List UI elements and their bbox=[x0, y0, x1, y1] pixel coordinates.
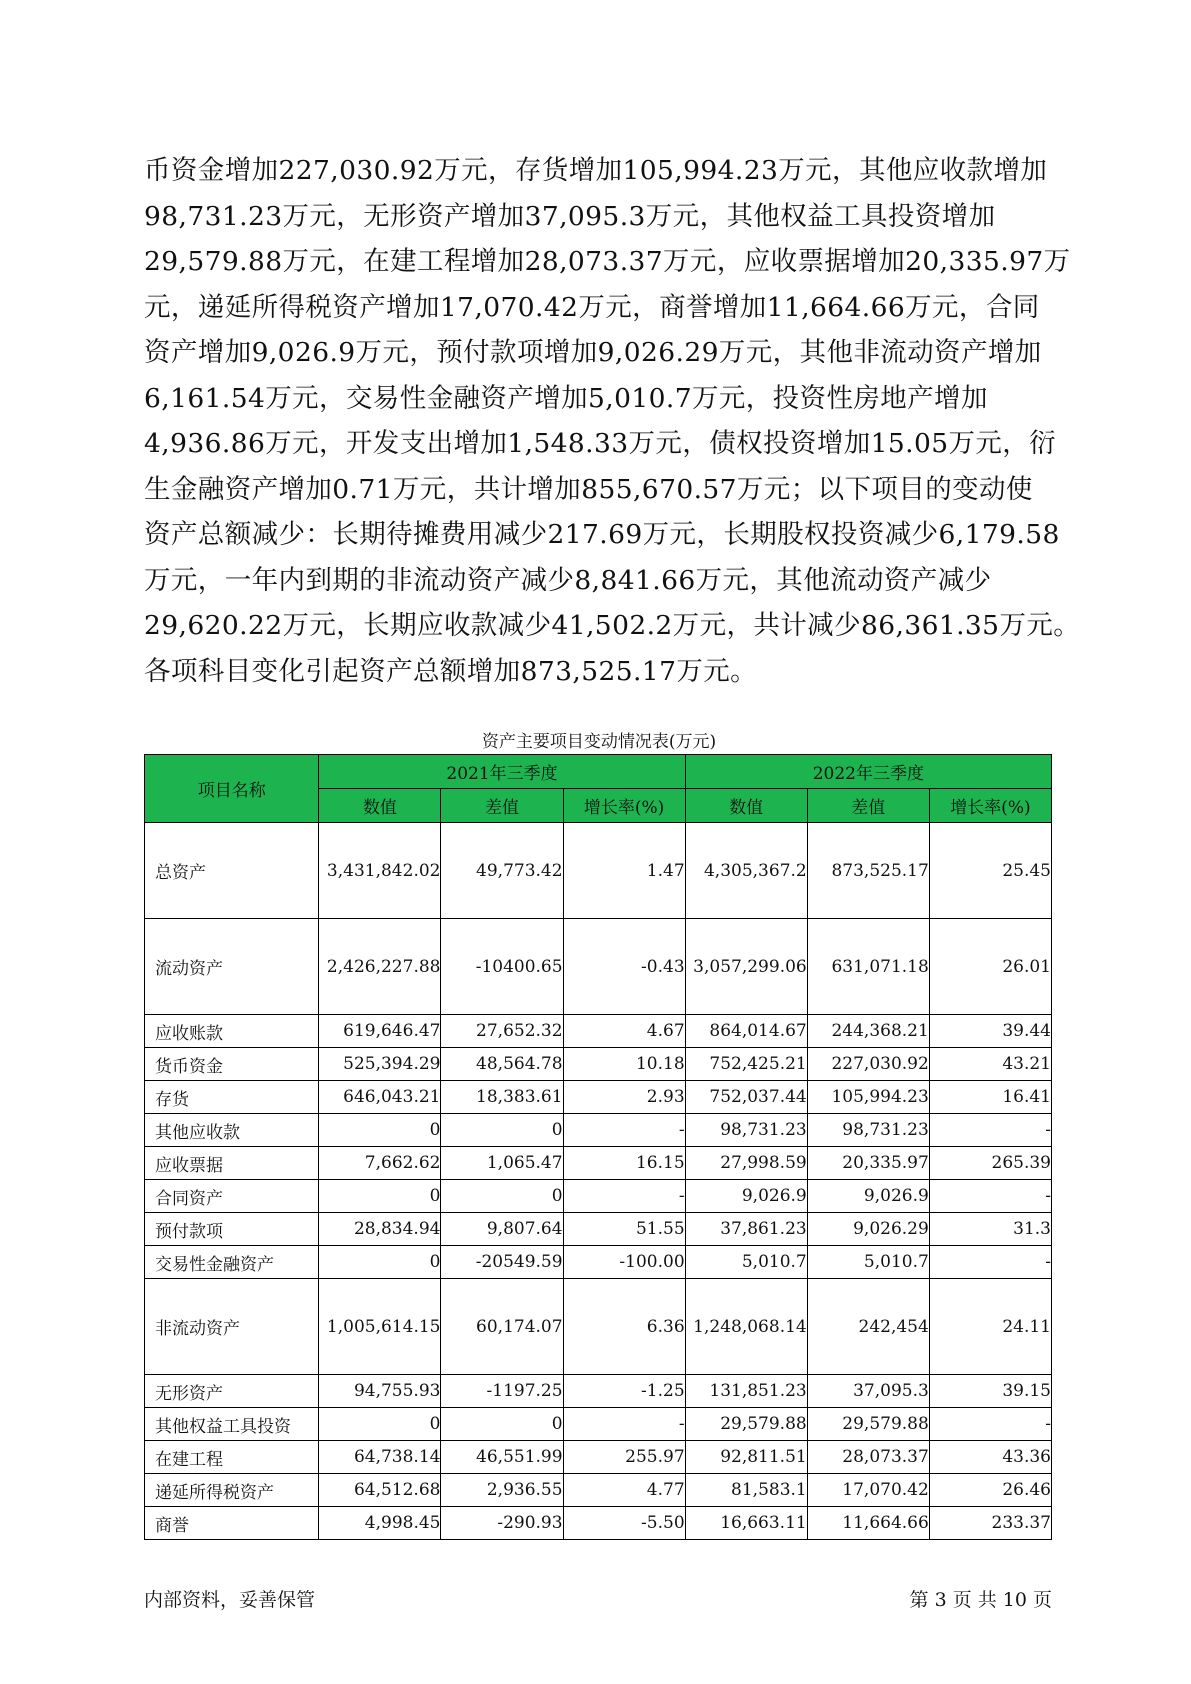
cell-text: 29,579.88 bbox=[842, 1414, 929, 1434]
cell-text: 39.15 bbox=[1002, 1381, 1051, 1401]
table-row bbox=[145, 1081, 1052, 1114]
cell-text: 46,551.99 bbox=[476, 1447, 563, 1467]
table-row bbox=[145, 1375, 1052, 1408]
cell-value-2022 bbox=[685, 1507, 807, 1540]
cell-text: 5,010.7 bbox=[741, 1252, 807, 1272]
cell-text: -1197.25 bbox=[486, 1381, 563, 1401]
paragraph-line: 币资金增加227,030.92万元，存货增加105,994.23万元，其他应收款增加 bbox=[144, 155, 1048, 186]
cell-text: 9,026.9 bbox=[741, 1186, 807, 1206]
paragraph-line: 4,936.86万元，开发支出增加1,548.33万元，债权投资增加15.05万元，衍 bbox=[144, 428, 1057, 459]
header-period-2021: 2021年三季度 bbox=[319, 755, 685, 789]
cell-value-2021 bbox=[319, 1408, 441, 1441]
table-row bbox=[145, 823, 1052, 919]
cell-text: 0 bbox=[429, 1120, 441, 1140]
table-row bbox=[145, 919, 1052, 1015]
cell-text: 5,010.7 bbox=[863, 1252, 929, 1272]
cell-text: 递延所得税资产 bbox=[155, 1482, 274, 1503]
cell-text: 2.93 bbox=[646, 1087, 685, 1107]
cell-diff-2022 bbox=[807, 1213, 929, 1246]
cell-text: 92,811.51 bbox=[720, 1447, 807, 1467]
cell-text: 646,043.21 bbox=[343, 1087, 441, 1107]
cell-rate-2021 bbox=[563, 1180, 685, 1213]
cell-text: 20,335.97 bbox=[842, 1153, 929, 1173]
footer-confidential: 内部资料，妥善保管 bbox=[144, 1589, 316, 1611]
table-row bbox=[145, 1213, 1052, 1246]
cell-text: - bbox=[1045, 1414, 1051, 1434]
cell-diff-2022 bbox=[807, 1081, 929, 1114]
cell-diff-2021 bbox=[441, 1408, 563, 1441]
cell-value-2021 bbox=[319, 1279, 441, 1375]
cell-diff-2022 bbox=[807, 823, 929, 919]
cell-text: 25.45 bbox=[1002, 860, 1051, 881]
table-row bbox=[145, 1474, 1052, 1507]
cell-text: 9,807.64 bbox=[486, 1219, 563, 1239]
cell-diff-2022 bbox=[807, 1279, 929, 1375]
cell-text: 17,070.42 bbox=[842, 1480, 929, 1500]
header-value-2022: 数值 bbox=[685, 789, 807, 823]
cell-text: 4.67 bbox=[646, 1021, 685, 1041]
cell-text: 98,731.23 bbox=[720, 1120, 807, 1140]
paragraph-line: 29,579.88万元，在建工程增加28,073.37万元，应收票据增加20,335.97万 bbox=[144, 246, 1071, 277]
cell-diff-2021 bbox=[441, 1015, 563, 1048]
cell-text: 60,174.07 bbox=[476, 1316, 563, 1337]
cell-diff-2021 bbox=[441, 1375, 563, 1408]
cell-row-name bbox=[145, 1048, 319, 1081]
cell-row-name bbox=[145, 1213, 319, 1246]
cell-value-2022 bbox=[685, 1474, 807, 1507]
header-rate-2022: 增长率(%) bbox=[929, 789, 1051, 823]
paragraph-line: 资产总额减少：长期待摊费用减少217.69万元，长期股权投资减少6,179.58 bbox=[144, 519, 1060, 550]
cell-diff-2021 bbox=[441, 1180, 563, 1213]
cell-text: 0 bbox=[429, 1252, 441, 1272]
cell-text: 存货 bbox=[155, 1089, 189, 1110]
cell-rate-2021 bbox=[563, 1375, 685, 1408]
cell-value-2022 bbox=[685, 1441, 807, 1474]
cell-row-name bbox=[145, 1408, 319, 1441]
cell-value-2021 bbox=[319, 1081, 441, 1114]
cell-text: 预付款项 bbox=[155, 1221, 223, 1242]
cell-value-2022 bbox=[685, 1015, 807, 1048]
cell-text: 7,662.62 bbox=[364, 1153, 441, 1173]
header-diff-2021: 差值 bbox=[441, 789, 563, 823]
cell-text: 6.36 bbox=[646, 1316, 685, 1337]
cell-rate-2021 bbox=[563, 1213, 685, 1246]
cell-value-2022 bbox=[685, 1180, 807, 1213]
cell-diff-2021 bbox=[441, 1441, 563, 1474]
cell-text: 4.77 bbox=[646, 1480, 685, 1500]
cell-rate-2022 bbox=[929, 1375, 1051, 1408]
cell-diff-2021 bbox=[441, 823, 563, 919]
cell-text: 2,426,227.88 bbox=[326, 956, 441, 977]
cell-text: -1.25 bbox=[641, 1381, 685, 1401]
table-row bbox=[145, 1147, 1052, 1180]
cell-rate-2022 bbox=[929, 1015, 1051, 1048]
cell-value-2022 bbox=[685, 1081, 807, 1114]
paragraph-line: 资产增加9,026.9万元，预付款项增加9,026.29万元，其他非流动资产增加 bbox=[144, 337, 1042, 368]
header-item-name: 项目名称 bbox=[145, 755, 319, 823]
cell-diff-2021 bbox=[441, 1507, 563, 1540]
cell-text: 26.46 bbox=[1002, 1480, 1051, 1500]
cell-rate-2021 bbox=[563, 1246, 685, 1279]
cell-diff-2022 bbox=[807, 1147, 929, 1180]
cell-rate-2021 bbox=[563, 1507, 685, 1540]
cell-text: 233.37 bbox=[991, 1513, 1051, 1533]
cell-diff-2021 bbox=[441, 1114, 563, 1147]
cell-text: 37,861.23 bbox=[720, 1219, 807, 1239]
cell-value-2022 bbox=[685, 1048, 807, 1081]
cell-text: 81,583.1 bbox=[731, 1480, 807, 1500]
cell-value-2021 bbox=[319, 1180, 441, 1213]
footer-page-number: 第 3 页 共 10 页 bbox=[909, 1589, 1052, 1611]
cell-text: 3,431,842.02 bbox=[326, 860, 441, 881]
cell-text: 31.3 bbox=[1013, 1219, 1051, 1239]
cell-row-name bbox=[145, 1375, 319, 1408]
table-row bbox=[145, 1246, 1052, 1279]
cell-text: 4,998.45 bbox=[364, 1513, 441, 1533]
cell-diff-2022 bbox=[807, 1015, 929, 1048]
cell-value-2022 bbox=[685, 823, 807, 919]
cell-text: 752,425.21 bbox=[709, 1054, 807, 1074]
cell-text: 应收票据 bbox=[155, 1155, 223, 1176]
table-row bbox=[145, 1015, 1052, 1048]
body-paragraph bbox=[144, 148, 1081, 694]
cell-rate-2021 bbox=[563, 919, 685, 1015]
cell-text: 43.21 bbox=[1002, 1054, 1051, 1074]
cell-diff-2022 bbox=[807, 1114, 929, 1147]
cell-text: 98,731.23 bbox=[842, 1120, 929, 1140]
cell-row-name bbox=[145, 1147, 319, 1180]
header-diff-2022: 差值 bbox=[807, 789, 929, 823]
cell-text: - bbox=[678, 1186, 685, 1206]
cell-diff-2022 bbox=[807, 1474, 929, 1507]
cell-rate-2021 bbox=[563, 1441, 685, 1474]
cell-text: 0 bbox=[429, 1186, 441, 1206]
paragraph-line: 各项科目变化引起资产总额增加873,525.17万元。 bbox=[144, 655, 758, 687]
cell-text: 0 bbox=[551, 1186, 563, 1206]
cell-text: -20549.59 bbox=[475, 1252, 563, 1272]
cell-rate-2022 bbox=[929, 1507, 1051, 1540]
cell-text: 752,037.44 bbox=[709, 1087, 807, 1107]
cell-text: 873,525.17 bbox=[831, 860, 929, 881]
cell-text: 11,664.66 bbox=[842, 1513, 929, 1533]
cell-text: 非流动资产 bbox=[155, 1319, 240, 1339]
table-row bbox=[145, 1279, 1052, 1375]
cell-value-2022 bbox=[685, 1114, 807, 1147]
cell-rate-2021 bbox=[563, 1408, 685, 1441]
cell-rate-2021 bbox=[563, 1015, 685, 1048]
cell-rate-2022 bbox=[929, 1147, 1051, 1180]
table-row bbox=[145, 1180, 1052, 1213]
cell-row-name bbox=[145, 1507, 319, 1540]
cell-text: 1.47 bbox=[646, 860, 685, 881]
cell-row-name bbox=[145, 1015, 319, 1048]
cell-rate-2022 bbox=[929, 919, 1051, 1015]
paragraph-line: 29,620.22万元，长期应收款减少41,502.2万元，共计减少86,361.35万元。 bbox=[144, 610, 1081, 641]
cell-text: 864,014.67 bbox=[709, 1021, 807, 1041]
cell-rate-2021 bbox=[563, 1147, 685, 1180]
cell-diff-2022 bbox=[807, 1048, 929, 1081]
cell-text: 流动资产 bbox=[155, 959, 223, 979]
cell-rate-2021 bbox=[563, 1048, 685, 1081]
cell-text: 2,936.55 bbox=[486, 1480, 563, 1500]
cell-text: - bbox=[678, 1414, 685, 1434]
cell-diff-2022 bbox=[807, 919, 929, 1015]
cell-text: 其他权益工具投资 bbox=[155, 1416, 291, 1437]
cell-row-name bbox=[145, 1246, 319, 1279]
cell-text: 16,663.11 bbox=[720, 1513, 807, 1533]
cell-diff-2022 bbox=[807, 1507, 929, 1540]
cell-rate-2021 bbox=[563, 823, 685, 919]
cell-text: - bbox=[1045, 1186, 1051, 1206]
table-row bbox=[145, 1114, 1052, 1147]
cell-text: 3,057,299.06 bbox=[693, 956, 807, 977]
cell-value-2021 bbox=[319, 919, 441, 1015]
cell-text: 24.11 bbox=[1002, 1316, 1051, 1337]
cell-text: -290.93 bbox=[497, 1513, 563, 1533]
cell-diff-2021 bbox=[441, 1246, 563, 1279]
cell-diff-2022 bbox=[807, 1180, 929, 1213]
cell-text: 交易性金融资产 bbox=[155, 1254, 274, 1275]
cell-value-2021 bbox=[319, 1114, 441, 1147]
cell-value-2021 bbox=[319, 1213, 441, 1246]
cell-text: 9,026.29 bbox=[853, 1219, 929, 1239]
cell-text: - bbox=[678, 1120, 685, 1140]
cell-text: 43.36 bbox=[1002, 1447, 1051, 1467]
cell-text: 0 bbox=[551, 1120, 563, 1140]
cell-text: 29,579.88 bbox=[720, 1414, 807, 1434]
cell-text: 244,368.21 bbox=[831, 1021, 929, 1041]
cell-row-name bbox=[145, 1114, 319, 1147]
paragraph-line: 万元，一年内到期的非流动资产减少8,841.66万元，其他流动资产减少 bbox=[144, 564, 992, 596]
cell-rate-2021 bbox=[563, 1279, 685, 1375]
cell-text: 无形资产 bbox=[155, 1383, 223, 1404]
cell-text: 18,383.61 bbox=[476, 1087, 563, 1107]
paragraph-line: 生金融资产增加0.71万元，共计增加855,670.57万元；以下项目的变动使 bbox=[144, 473, 1033, 505]
cell-text: 16.41 bbox=[1002, 1087, 1051, 1107]
cell-text: 应收账款 bbox=[155, 1023, 223, 1044]
cell-text: 64,512.68 bbox=[353, 1480, 441, 1500]
cell-row-name bbox=[145, 1441, 319, 1474]
cell-row-name bbox=[145, 1081, 319, 1114]
cell-text: 619,646.47 bbox=[343, 1021, 441, 1041]
cell-diff-2022 bbox=[807, 1375, 929, 1408]
cell-text: 总资产 bbox=[155, 863, 206, 883]
cell-text: 16.15 bbox=[635, 1153, 685, 1173]
cell-text: 9,026.9 bbox=[863, 1186, 929, 1206]
table-row bbox=[145, 1048, 1052, 1081]
cell-text: 其他应收款 bbox=[155, 1122, 240, 1143]
header-value-2021: 数值 bbox=[319, 789, 441, 823]
cell-rate-2022 bbox=[929, 823, 1051, 919]
cell-value-2022 bbox=[685, 919, 807, 1015]
cell-rate-2022 bbox=[929, 1048, 1051, 1081]
cell-rate-2022 bbox=[929, 1408, 1051, 1441]
table-row bbox=[145, 1408, 1052, 1441]
cell-row-name bbox=[145, 1180, 319, 1213]
cell-text: -10400.65 bbox=[475, 956, 563, 977]
cell-row-name bbox=[145, 823, 319, 919]
cell-rate-2022 bbox=[929, 1114, 1051, 1147]
cell-value-2022 bbox=[685, 1246, 807, 1279]
cell-diff-2021 bbox=[441, 1279, 563, 1375]
cell-value-2022 bbox=[685, 1375, 807, 1408]
paragraph-line: 98,731.23万元，无形资产增加37,095.3万元，其他权益工具投资增加 bbox=[144, 200, 996, 232]
cell-text: 227,030.92 bbox=[831, 1054, 929, 1074]
table-caption: 资产主要项目变动情况表(万元) bbox=[481, 732, 717, 752]
cell-value-2021 bbox=[319, 1441, 441, 1474]
asset-change-table bbox=[144, 754, 1052, 1540]
cell-text: 1,065.47 bbox=[486, 1153, 563, 1173]
cell-rate-2022 bbox=[929, 1441, 1051, 1474]
cell-value-2021 bbox=[319, 1507, 441, 1540]
cell-text: 631,071.18 bbox=[831, 956, 929, 977]
table-row bbox=[145, 1441, 1052, 1474]
cell-text: -5.50 bbox=[641, 1513, 685, 1533]
cell-text: 265.39 bbox=[991, 1153, 1051, 1173]
cell-text: 51.55 bbox=[635, 1219, 685, 1239]
table-row bbox=[145, 1507, 1052, 1540]
cell-diff-2022 bbox=[807, 1246, 929, 1279]
cell-text: 商誉 bbox=[155, 1515, 189, 1536]
cell-row-name bbox=[145, 1279, 319, 1375]
cell-text: 0 bbox=[429, 1414, 441, 1434]
cell-text: 28,073.37 bbox=[842, 1447, 929, 1467]
cell-diff-2022 bbox=[807, 1408, 929, 1441]
cell-text: 64,738.14 bbox=[353, 1447, 441, 1467]
cell-value-2021 bbox=[319, 1048, 441, 1081]
cell-rate-2022 bbox=[929, 1279, 1051, 1375]
cell-diff-2021 bbox=[441, 919, 563, 1015]
paragraph-line: 元，递延所得税资产增加17,070.42万元，商誉增加11,664.66万元，合同 bbox=[144, 291, 1040, 323]
cell-text: 37,095.3 bbox=[853, 1381, 929, 1401]
cell-text: 94,755.93 bbox=[353, 1381, 441, 1401]
cell-text: 27,998.59 bbox=[720, 1153, 807, 1173]
cell-diff-2021 bbox=[441, 1081, 563, 1114]
cell-diff-2021 bbox=[441, 1213, 563, 1246]
cell-text: 10.18 bbox=[635, 1054, 685, 1074]
cell-text: 0 bbox=[551, 1414, 563, 1434]
cell-diff-2021 bbox=[441, 1147, 563, 1180]
cell-value-2022 bbox=[685, 1147, 807, 1180]
cell-rate-2021 bbox=[563, 1081, 685, 1114]
cell-row-name bbox=[145, 919, 319, 1015]
cell-rate-2022 bbox=[929, 1213, 1051, 1246]
cell-value-2022 bbox=[685, 1408, 807, 1441]
cell-text: 105,994.23 bbox=[831, 1087, 929, 1107]
cell-value-2022 bbox=[685, 1213, 807, 1246]
cell-text: 27,652.32 bbox=[476, 1021, 563, 1041]
cell-diff-2021 bbox=[441, 1048, 563, 1081]
cell-text: 525,394.29 bbox=[343, 1054, 441, 1074]
cell-text: 货币资金 bbox=[155, 1056, 223, 1077]
cell-diff-2022 bbox=[807, 1441, 929, 1474]
paragraph-line: 6,161.54万元，交易性金融资产增加5,010.7万元，投资性房地产增加 bbox=[144, 382, 988, 414]
header-rate-2021: 增长率(%) bbox=[563, 789, 685, 823]
cell-rate-2021 bbox=[563, 1474, 685, 1507]
cell-text: - bbox=[1045, 1252, 1051, 1272]
cell-value-2021 bbox=[319, 1375, 441, 1408]
cell-diff-2021 bbox=[441, 1474, 563, 1507]
cell-text: 26.01 bbox=[1002, 956, 1051, 977]
cell-text: - bbox=[1045, 1120, 1051, 1140]
cell-text: 合同资产 bbox=[155, 1188, 223, 1209]
cell-text: 28,834.94 bbox=[353, 1219, 441, 1239]
cell-text: 1,248,068.14 bbox=[693, 1316, 807, 1337]
cell-text: -0.43 bbox=[641, 956, 685, 977]
cell-text: 4,305,367.2 bbox=[703, 860, 807, 881]
cell-text: 48,564.78 bbox=[476, 1054, 563, 1074]
cell-value-2021 bbox=[319, 1015, 441, 1048]
cell-text: 131,851.23 bbox=[709, 1381, 807, 1401]
cell-text: 255.97 bbox=[625, 1447, 685, 1467]
cell-rate-2022 bbox=[929, 1081, 1051, 1114]
cell-value-2021 bbox=[319, 1246, 441, 1279]
cell-rate-2022 bbox=[929, 1246, 1051, 1279]
cell-text: 在建工程 bbox=[155, 1449, 223, 1470]
cell-text: 242,454 bbox=[858, 1316, 929, 1337]
cell-row-name bbox=[145, 1474, 319, 1507]
cell-rate-2022 bbox=[929, 1180, 1051, 1213]
cell-text: 49,773.42 bbox=[476, 860, 563, 881]
header-period-2022: 2022年三季度 bbox=[685, 755, 1051, 789]
cell-value-2021 bbox=[319, 823, 441, 919]
cell-text: 39.44 bbox=[1002, 1021, 1051, 1041]
cell-rate-2022 bbox=[929, 1474, 1051, 1507]
cell-text: 1,005,614.15 bbox=[326, 1316, 441, 1337]
cell-value-2021 bbox=[319, 1474, 441, 1507]
cell-value-2022 bbox=[685, 1279, 807, 1375]
cell-rate-2021 bbox=[563, 1114, 685, 1147]
cell-value-2021 bbox=[319, 1147, 441, 1180]
cell-text: -100.00 bbox=[619, 1252, 685, 1272]
